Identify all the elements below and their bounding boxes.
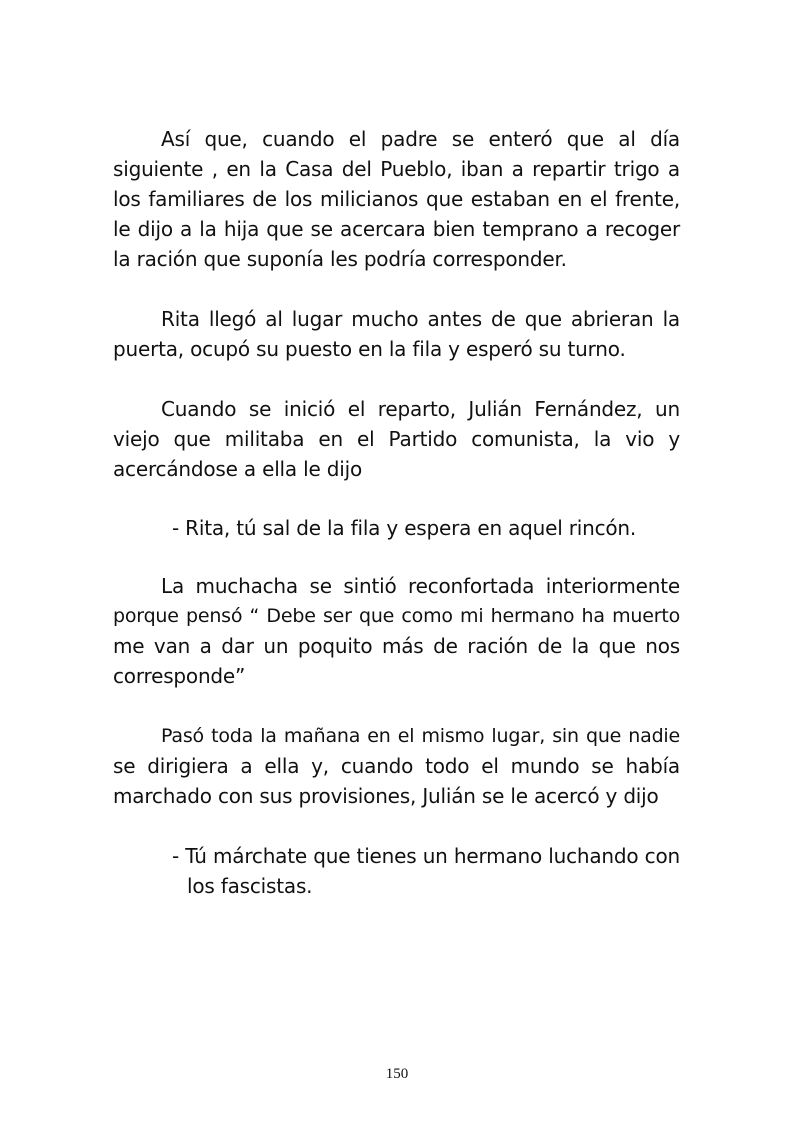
paragraph-6-line-2: se dirigiera a ella y, cuando todo el mundo se había (113, 754, 680, 778)
paragraph-3-line-1: Cuando se inició el reparto, Julián Fernández, un (161, 397, 680, 421)
page-number: 150 (385, 1066, 409, 1082)
paragraph-5-line-1: La muchacha se sintió reconfortada interiormente (161, 574, 680, 598)
paragraph-3-line-3: acercándose a ella le dijo (113, 457, 362, 481)
paragraph-2-line-1: Rita llegó al lugar mucho antes de que abrieran la (161, 307, 680, 331)
paragraph-1-line-3: los familiares de los milicianos que estaban en el frente, (113, 187, 680, 211)
paragraph-6-line-1: Pasó toda la mañana en el mismo lugar, sin que nadie (161, 725, 680, 747)
paragraph-6-line-3: marchado con sus provisiones, Julián se le acercó y dijo (113, 784, 659, 808)
paragraph-2-line-2: puerta, ocupó su puesto en la fila y esperó su turno. (113, 337, 626, 361)
paragraph-1-line-5: la ración que suponía les podría corresponder. (113, 247, 567, 271)
paragraph-1-line-4: le dijo a la hija que se acercara bien temprano a recoger (113, 217, 680, 241)
paragraph-3-line-2: viejo que militaba en el Partido comunista, la vio y (113, 427, 680, 451)
dialogue-line-julian-1: - Tú márchate que tienes un hermano luchando con (172, 844, 680, 868)
paragraph-1-line-2: siguiente , en la Casa del Pueblo, iban a repartir trigo a (113, 157, 680, 181)
dialogue-line-rita: - Rita, tú sal de la fila y espera en aquel rincón. (172, 516, 637, 540)
dialogue-line-julian-2: los fascistas. (187, 874, 313, 898)
paragraph-1-line-1: Así que, cuando el padre se enteró que al día (161, 127, 680, 151)
paragraph-5-line-2: porque pensó “ Debe ser que como mi hermano ha muerto (113, 605, 680, 627)
paragraph-5-line-3: me van a dar un poquito más de ración de la que nos (113, 634, 680, 658)
paragraph-5-line-4: corresponde” (113, 664, 246, 688)
